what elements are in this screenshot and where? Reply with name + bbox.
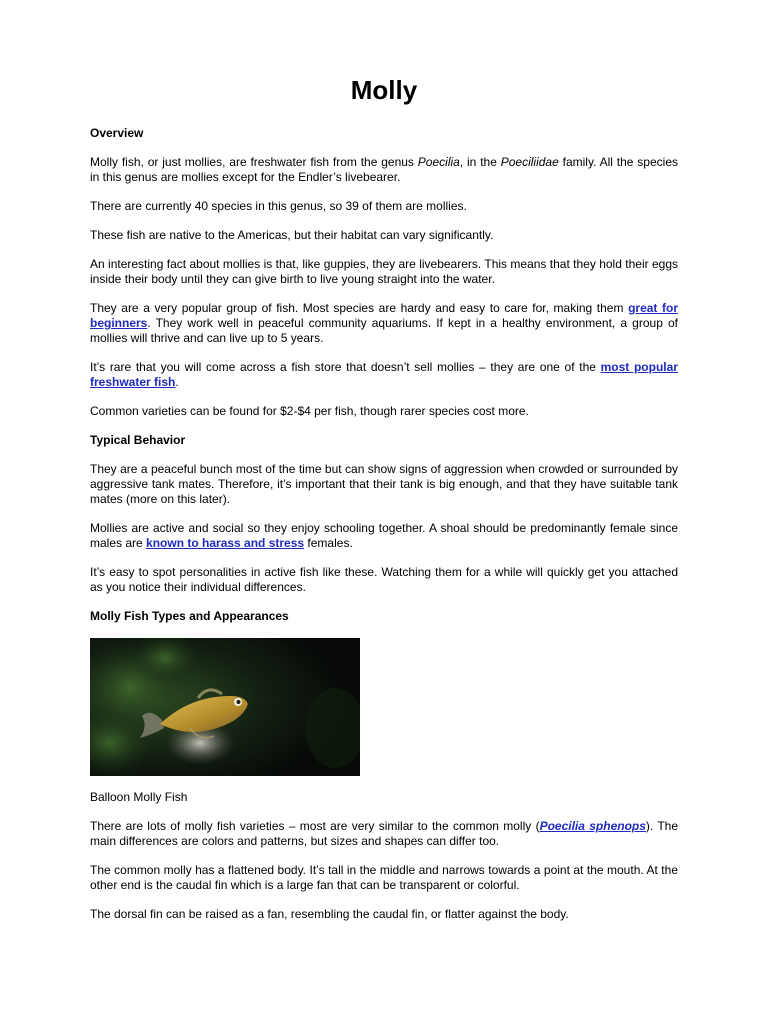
- text-run: It’s rare that you will come across a fish store that doesn’t sell mollies – they are one of the: [90, 360, 601, 374]
- family-name: Poeciliidae: [500, 155, 559, 169]
- behavior-paragraph-3: It’s easy to spot personalities in active fish like these. Watching them for a while will quickly get you attached as you notice their individual differences.: [90, 565, 678, 594]
- page-title: Molly: [350, 75, 418, 105]
- genus-name: Poecilia: [417, 155, 460, 169]
- text-run: females.: [304, 536, 353, 550]
- overview-paragraph-4: An interesting fact about mollies is that, like guppies, they are livebearers. This means that they hold their eggs inside their body until they can give birth to live young straight into the water.: [90, 257, 678, 286]
- overview-paragraph-1: [90, 155, 678, 185]
- overview-paragraph-2: There are currently 40 species in this genus, so 39 of them are mollies.: [90, 199, 467, 213]
- behavior-paragraph-2: [90, 521, 678, 551]
- text-run: .: [175, 375, 179, 389]
- overview-paragraph-3: These fish are native to the Americas, but their habitat can vary significantly.: [90, 228, 494, 242]
- behavior-heading: Typical Behavior: [90, 433, 186, 447]
- text-run: family. All the species in this genus are mollies except for the Endler’s livebearer.: [90, 155, 678, 184]
- behavior-paragraph-1: They are a peaceful bunch most of the time but can show signs of aggression when crowded or surrounded by aggressive tank mates. Therefore, it’s important that their tank is big enough, and that they have suitable tank mates (more on this later).: [90, 462, 678, 506]
- poecilia-sphenops-link[interactable]: Poecilia sphenops: [539, 819, 646, 833]
- harass-and-stress-link[interactable]: known to harass and stress: [146, 536, 305, 550]
- text-run: . They work well in peaceful community aquariums. If kept in a healthy environment, a group of mollies will thrive and can live up to 5 years.: [90, 316, 678, 345]
- types-paragraph-3: The dorsal fin can be raised as a fan, resembling the caudal fin, or flatter against the body.: [90, 907, 569, 921]
- types-paragraph-1: [90, 819, 678, 849]
- text-run: , in the: [459, 155, 501, 169]
- text-run: Mollies are active and social so they enjoy schooling together. A shoal should be predominantly female since males are: [90, 521, 678, 550]
- overview-paragraph-7: Common varieties can be found for $2-$4 per fish, though rarer species cost more.: [90, 404, 529, 418]
- balloon-molly-photo: [90, 638, 360, 776]
- great-for-beginners-link[interactable]: great for beginners: [90, 301, 678, 330]
- overview-paragraph-5: [90, 301, 678, 346]
- photo-caption: Balloon Molly Fish: [90, 790, 188, 804]
- text-run: They are a very popular group of fish. Most species are hardy and easy to care for, making them: [90, 301, 629, 315]
- types-heading: Molly Fish Types and Appearances: [90, 609, 289, 623]
- most-popular-freshwater-fish-link[interactable]: most popular freshwater fish: [90, 360, 678, 389]
- text-run: There are lots of molly fish varieties – most are very similar to the common molly (: [90, 819, 540, 833]
- overview-heading: Overview: [90, 126, 144, 140]
- text-run: ). The main differences are colors and patterns, but sizes and shapes can differ too.: [90, 819, 678, 848]
- fish-photo-illustration: [90, 638, 360, 776]
- text-run: Molly fish, or just mollies, are freshwater fish from the genus: [90, 155, 418, 169]
- types-paragraph-2: The common molly has a flattened body. It’s tall in the middle and narrows towards a point at the mouth. At the other end is the caudal fin which is a large fan that can be transparent or colorful.: [90, 863, 678, 892]
- overview-paragraph-6: [90, 360, 678, 390]
